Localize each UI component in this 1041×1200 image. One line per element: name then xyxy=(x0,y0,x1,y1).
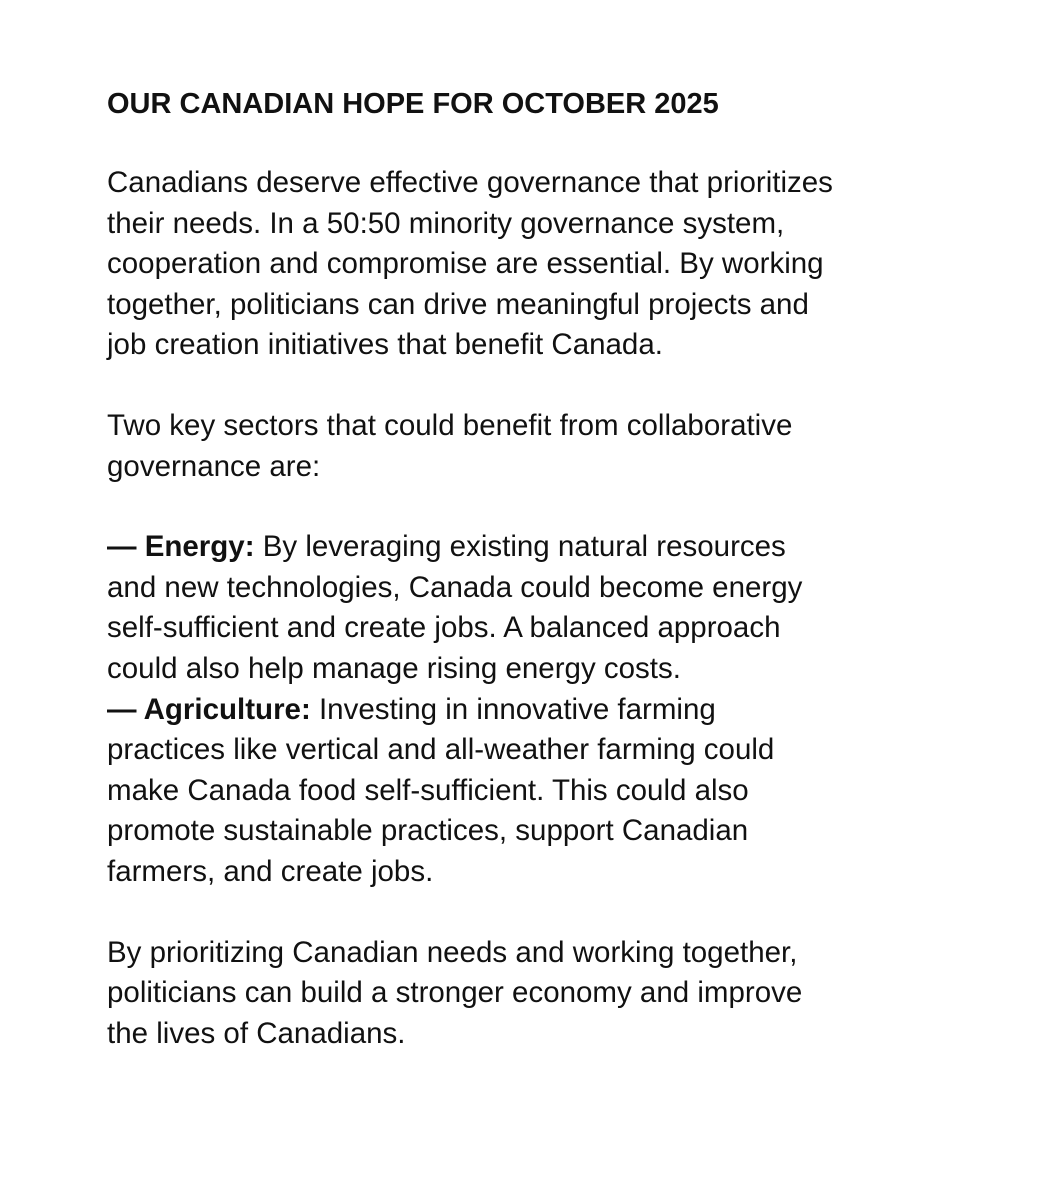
sector-line: practices like vertical and all-weather farming could xyxy=(107,733,775,767)
intro-line: cooperation and compromise are essential. By working xyxy=(107,247,824,281)
sectors-intro-line: Two key sectors that could benefit from collaborative xyxy=(107,408,793,442)
sector-line: promote sustainable practices, support Canadian xyxy=(107,814,749,848)
conclusion-line: politicians can build a stronger economy and improve xyxy=(107,976,803,1010)
sector-first-line xyxy=(107,690,987,731)
document xyxy=(107,84,987,1054)
sectors-intro-paragraph xyxy=(107,406,987,487)
intro-line: Canadians deserve effective governance that prioritizes xyxy=(107,166,833,199)
sector-line: farmers, and create jobs. xyxy=(107,854,434,888)
sector-line: could also help manage rising energy costs. xyxy=(107,651,681,685)
sector-line: self-sufficient and create jobs. A balanced approach xyxy=(107,611,781,645)
conclusion-line: By prioritizing Canadian needs and working together, xyxy=(107,935,798,969)
sector-line: and new technologies, Canada could become energy xyxy=(107,570,803,604)
sector-first-line xyxy=(107,527,987,568)
sector-text: By leveraging existing natural resources xyxy=(254,530,786,564)
intro-line: their needs. In a 50:50 minority governance system, xyxy=(107,206,785,240)
intro-line: together, politicians can drive meaningful projects and xyxy=(107,287,809,321)
sector-list xyxy=(107,527,987,892)
sector-item-agriculture xyxy=(107,690,987,893)
sectors-intro-line: governance are: xyxy=(107,449,321,483)
sector-lead-energy: — Energy: xyxy=(107,530,255,564)
sector-text: Investing in innovative farming xyxy=(310,692,716,726)
conclusion-paragraph xyxy=(107,933,987,1055)
conclusion-line: the lives of Canadians. xyxy=(107,1016,406,1050)
sector-item-energy xyxy=(107,527,987,689)
sector-line: make Canada food self-sufficient. This could also xyxy=(107,773,749,807)
intro-line: job creation initiatives that benefit Canada. xyxy=(107,328,663,362)
document-title: OUR CANADIAN HOPE FOR OCTOBER 2025 xyxy=(107,88,719,120)
intro-paragraph xyxy=(107,163,987,366)
sector-lead-agriculture: — Agriculture: xyxy=(107,692,311,726)
